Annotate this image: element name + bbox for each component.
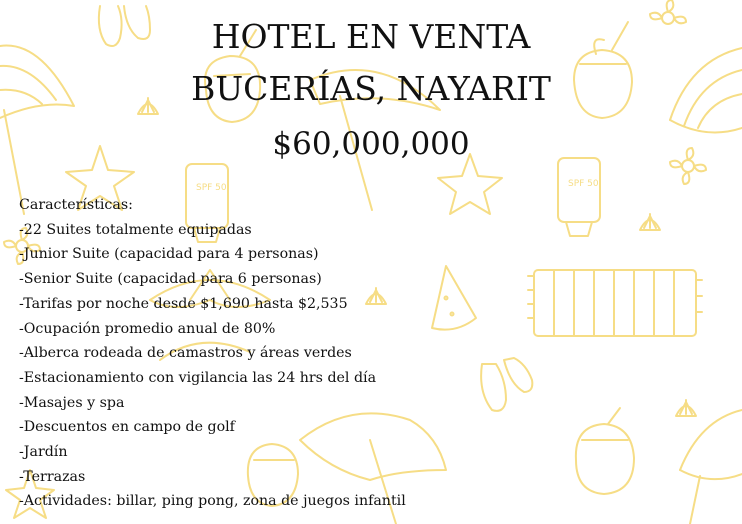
feature-item: -Junior Suite (capacidad para 4 personas) — [19, 246, 319, 263]
sunscreen-label: SPF 50 — [196, 183, 227, 193]
title-line-1: HOTEL EN VENTA — [211, 17, 531, 56]
feature-item: -22 Suites totalmente equipadas — [19, 221, 252, 238]
sunscreen-label-2: SPF 50 — [568, 179, 599, 189]
feature-item: -Estacionamiento con vigilancia las 24 hrs del día — [19, 369, 377, 386]
feature-item: -Alberca rodeada de camastros y áreas verdes — [19, 345, 352, 362]
features-heading: Características: — [19, 197, 133, 213]
price: $60,000,000 — [272, 126, 470, 162]
feature-item: -Actividades: billar, ping pong, zona de juegos infantil — [19, 493, 406, 510]
feature-item: -Masajes y spa — [19, 394, 125, 411]
features-list — [19, 193, 719, 514]
title-line-2: BUCERÍAS, NAYARIT — [191, 69, 551, 108]
feature-item: -Descuentos en campo de golf — [19, 419, 235, 436]
feature-item: -Senior Suite (capacidad para 6 personas) — [19, 271, 322, 288]
feature-item: -Ocupación promedio anual de 80% — [19, 320, 276, 337]
feature-item: -Jardín — [19, 444, 68, 461]
feature-item: -Terrazas — [19, 468, 86, 485]
feature-item: -Tarifas por noche desde $1,690 hasta $2,535 — [19, 295, 348, 312]
